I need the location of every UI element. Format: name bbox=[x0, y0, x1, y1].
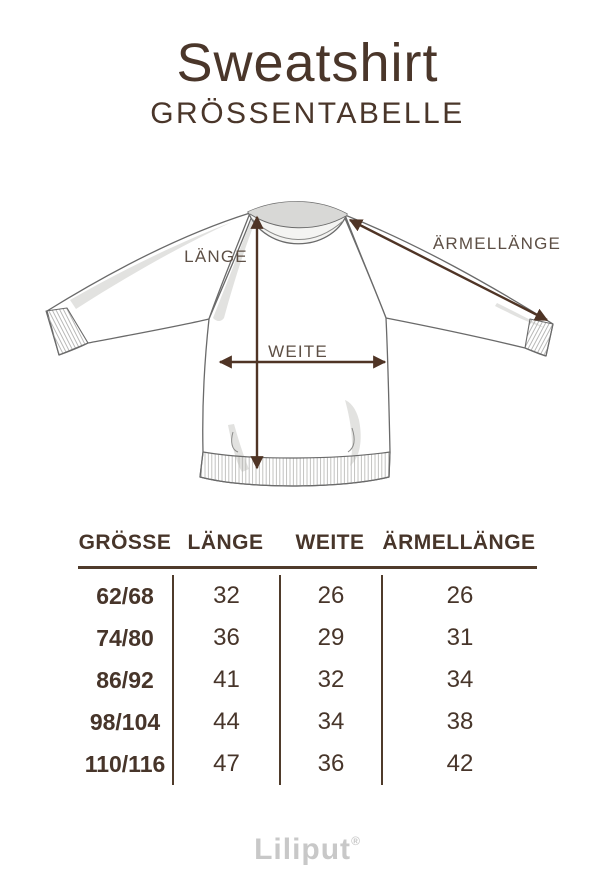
laenge-label: LÄNGE bbox=[184, 247, 248, 266]
header-groesse: GRÖSSE bbox=[78, 531, 172, 554]
size-table-header-row bbox=[78, 531, 537, 569]
page-title: Sweatshirt bbox=[176, 33, 439, 93]
table-cell-weite: 29 bbox=[279, 617, 381, 659]
table-cell-laenge: 47 bbox=[172, 743, 279, 785]
table-cell-laenge: 41 bbox=[172, 659, 279, 701]
table-cell-laenge: 44 bbox=[172, 701, 279, 743]
table-cell-aermellaenge: 34 bbox=[381, 659, 537, 701]
brand-logo bbox=[0, 833, 615, 867]
table-cell-laenge: 36 bbox=[172, 617, 279, 659]
header-aermellaenge: ÄRMELLÄNGE bbox=[382, 531, 536, 554]
table-cell-size: 86/92 bbox=[96, 666, 154, 693]
table-cell-weite: 26 bbox=[279, 575, 381, 617]
measurement-diagram bbox=[0, 190, 615, 505]
table-cell-aermellaenge: 31 bbox=[381, 617, 537, 659]
table-cell-laenge: 32 bbox=[172, 575, 279, 617]
table-cell-weite: 34 bbox=[279, 701, 381, 743]
table-cell-size: 98/104 bbox=[89, 708, 161, 735]
table-cell-aermellaenge: 38 bbox=[381, 701, 537, 743]
brand-logo-text: Liliput bbox=[254, 833, 352, 866]
table-cell-weite: 36 bbox=[279, 743, 381, 785]
registered-trademark-icon: ® bbox=[351, 834, 361, 848]
table-cell-weite: 32 bbox=[279, 659, 381, 701]
table-cell-aermellaenge: 26 bbox=[381, 575, 537, 617]
page-subtitle: GRÖSSENTABELLE bbox=[150, 97, 465, 130]
header-weite: WEITE bbox=[295, 531, 365, 554]
table-cell-size: 62/68 bbox=[96, 582, 154, 609]
size-table bbox=[78, 531, 537, 785]
header-laenge: LÄNGE bbox=[187, 531, 264, 554]
table-cell-aermellaenge: 42 bbox=[381, 743, 537, 785]
size-table-body bbox=[78, 575, 537, 785]
weite-label: WEITE bbox=[268, 342, 328, 361]
table-cell-size: 74/80 bbox=[96, 624, 154, 651]
aermellaenge-label: ÄRMELLÄNGE bbox=[432, 234, 562, 253]
table-cell-size: 110/116 bbox=[84, 750, 166, 777]
